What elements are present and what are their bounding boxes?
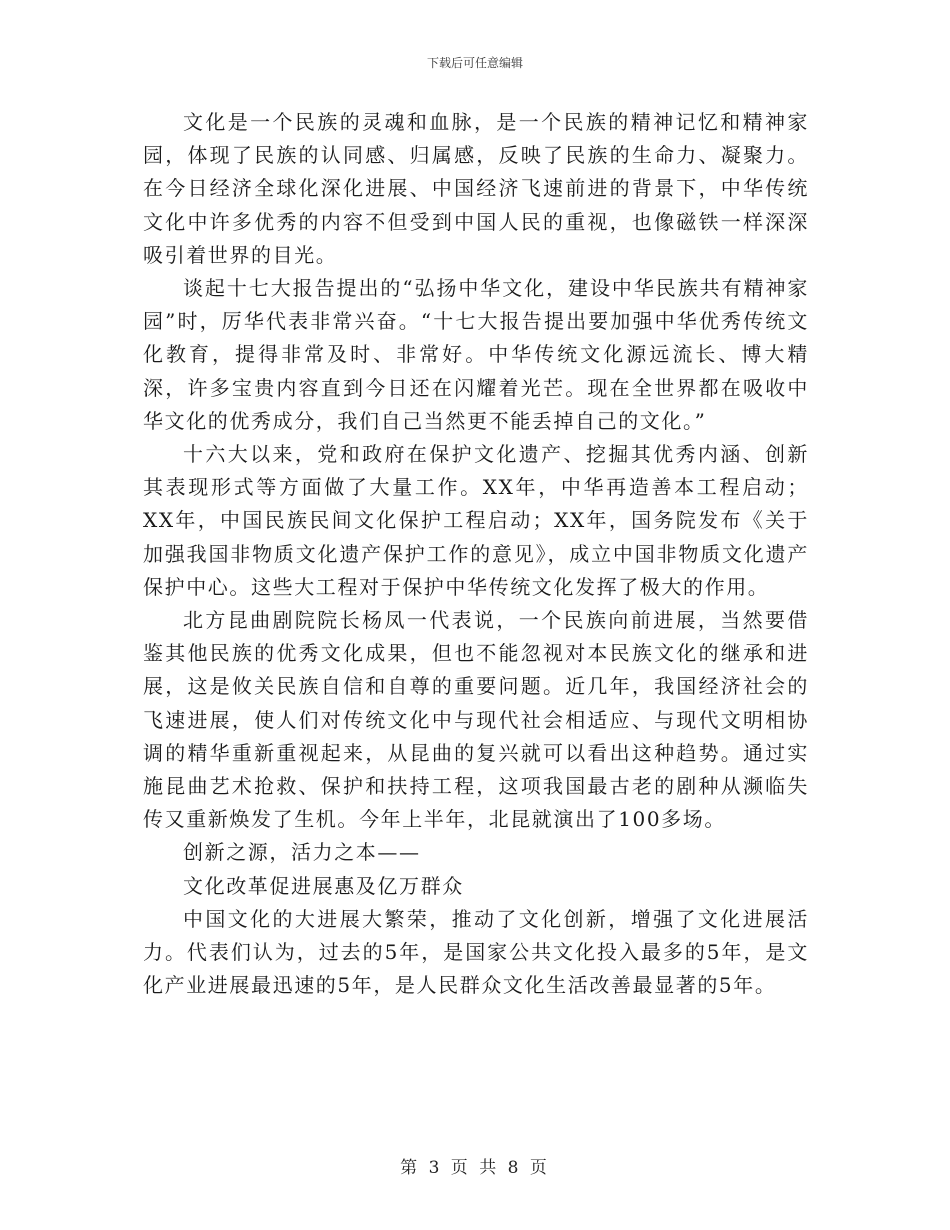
paragraph-culture-soul: 文化是一个民族的灵魂和血脉，是一个民族的精神记忆和精神家园，体现了民族的认同感、归属感，反映了民族的生命力、凝聚力。在今日经济全球化深化进展、中国经济飞速前进的背景下，中华传统文化中许多优秀的内容不但受到中国人民的重视，也像磁铁一样深深吸引着世界的目光。 (143, 110, 809, 267)
paragraph-cultural-development: 中国文化的大进展大繁荣，推动了文化创新，增强了文化进展活力。代表们认为，过去的5年，是国家公共文化投入最多的5年，是文化产业进展最迅速的5年，是人民群众文化生活改善最显著的5年。 (143, 906, 809, 998)
document-body (143, 106, 809, 1002)
paragraph-seventeenth-congress: 谈起十七大报告提出的“弘扬中华文化，建设中华民族共有精神家园”时，厉华代表非常兴奋。“十七大报告提出要加强中华优秀传统文化教育，提得非常及时、非常好。中华传统文化源远流长、博大精深，许多宝贵内容直到今日还在闪耀着光芒。现在全世界都在吸收中华文化的优秀成分，我们自己当然更不能丢掉自己的文化。” (143, 276, 809, 433)
page-header-note: 下载后可任意编辑 (426, 56, 523, 70)
paragraph-heritage-protection: 十六大以来，党和政府在保护文化遗产、挖掘其优秀内涵、创新其表现形式等方面做了大量工作。XX年，中华再造善本工程启动；XX年，中国民族民间文化保护工程启动；XX年，国务院发布《关于加强我国非物质文化遗产保护工作的意见》，成立中国非物质文化遗产保护中心。这些大工程对于保护中华传统文化发挥了极大的作用。 (143, 442, 809, 599)
page-number: 第 3 页 共 8 页 (400, 1158, 550, 1178)
section-heading-line-1: 创新之源，活力之本—— (183, 840, 421, 865)
paragraph-kunqu-opera: 北方昆曲剧院院长杨凤一代表说，一个民族向前进展，当然要借鉴其他民族的优秀文化成果，但也不能忽视对本民族文化的继承和进展，这是攸关民族自信和自尊的重要问题。近几年，我国经济社会的飞速进展，使人们对传统文化中与现代社会相适应、与现代文明相协调的精华重新重视起来，从昆曲的复兴就可以看出这种趋势。通过实施昆曲艺术抢救、保护和扶持工程，这项我国最古老的剧种从濒临失传又重新焕发了生机。今年上半年，北昆就演出了100多场。 (143, 608, 809, 832)
section-heading-line-2: 文化改革促进展惠及亿万群众 (183, 873, 464, 898)
